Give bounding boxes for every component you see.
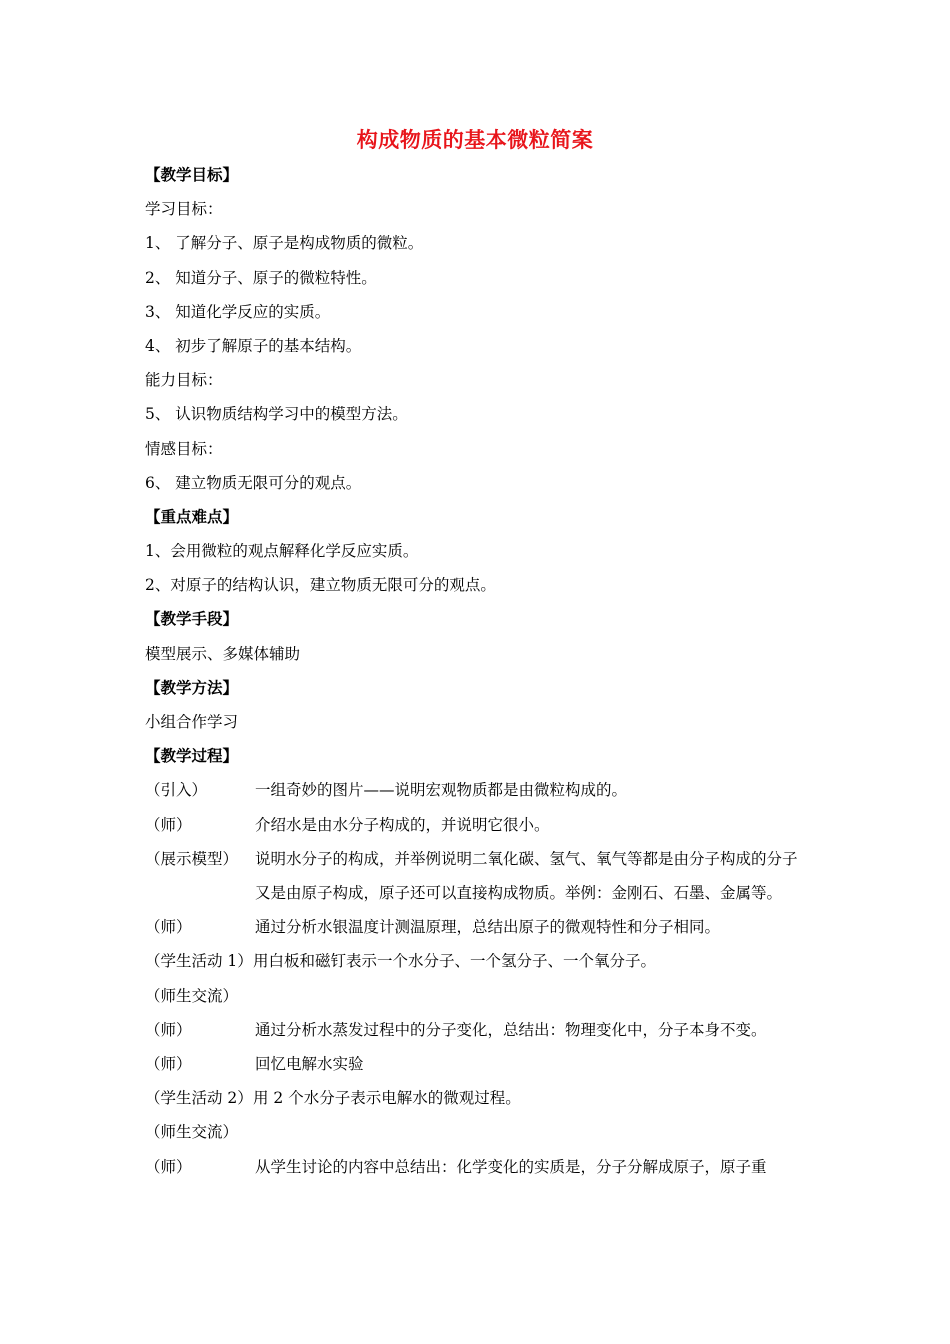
study-goals-label: 学习目标： [145, 200, 223, 219]
process-step-text: 回忆电解水实验 [255, 1055, 364, 1073]
process-step [145, 808, 810, 842]
method-heading: 【教学方法】 [145, 677, 239, 697]
process-step-text: 介绍水是由水分子构成的，并说明它很小。 [255, 815, 550, 834]
means-heading: 【教学手段】 [145, 609, 239, 629]
emotion-goal-item: 6、 建立物质无限可分的观点。 [145, 473, 362, 492]
process-step [145, 1047, 810, 1081]
process-step [145, 1115, 810, 1149]
process-step-label: （引入） [145, 781, 208, 800]
process-step [145, 910, 810, 944]
process-step-text: 一组奇妙的图片——说明宏观物质都是由微粒构成的。 [255, 781, 628, 800]
study-goal-item: 4、 初步了解原子的基本结构。 [145, 336, 362, 355]
ability-goals-label: 能力目标： [145, 371, 223, 390]
process-step-label: （学生活动 1） [145, 952, 253, 971]
process-step-text: 用 2 个水分子表示电解水的微观过程。 [253, 1089, 521, 1108]
means-text: 模型展示、多媒体辅助 [145, 644, 301, 663]
process-heading: 【教学过程】 [145, 746, 239, 766]
process-step-label: （学生活动 2） [145, 1089, 253, 1108]
emotion-goals-label: 情感目标： [145, 439, 223, 458]
process-step-text [255, 979, 810, 1013]
process-step [145, 773, 810, 807]
process-step [145, 979, 810, 1013]
process-step-label: （师） [145, 1157, 192, 1176]
process-step-label: （师） [145, 815, 192, 834]
process-step [145, 1150, 810, 1184]
process-step-text: 通过分析水银温度计测温原理，总结出原子的微观特性和分子相同。 [255, 918, 721, 937]
process-step [145, 1013, 810, 1047]
key-points-heading: 【重点难点】 [145, 506, 239, 526]
key-point-item: 1、会用微粒的观点解释化学反应实质。 [145, 542, 419, 561]
process-step-text: 用白板和磁钉表示一个水分子、一个氢分子、一个氧分子。 [253, 952, 657, 971]
method-text: 小组合作学习 [145, 713, 239, 731]
process-step [145, 842, 810, 910]
key-point-item: 2、对原子的结构认识，建立物质无限可分的观点。 [145, 576, 496, 595]
process-list [145, 773, 810, 1183]
process-step [145, 944, 810, 978]
process-step-label: （师生交流） [145, 986, 239, 1005]
study-goal-item: 2、 知道分子、原子的微粒特性。 [145, 268, 377, 287]
process-step-text [255, 1115, 810, 1149]
study-goal-item: 1、 了解分子、原子是构成物质的微粒。 [145, 234, 424, 253]
process-step-label: （师） [145, 918, 192, 937]
page-title: 构成物质的基本微粒简案 [356, 127, 594, 152]
process-step-text: 通过分析水蒸发过程中的分子变化，总结出：物理变化中，分子本身不变。 [255, 1020, 767, 1039]
process-step-label: （师） [145, 1020, 192, 1039]
goals-heading: 【教学目标】 [145, 165, 239, 184]
process-step-label: （师生交流） [145, 1123, 239, 1142]
process-step-label: （师） [145, 1055, 192, 1073]
document-body [145, 158, 810, 1184]
study-goal-item: 3、 知道化学反应的实质。 [145, 302, 331, 321]
process-step-label: （展示模型） [145, 849, 239, 868]
process-step-text: 从学生讨论的内容中总结出：化学变化的实质是，分子分解成原子，原子重 [255, 1157, 767, 1176]
ability-goal-item: 5、 认识物质结构学习中的模型方法。 [145, 405, 408, 424]
process-step [145, 1081, 810, 1115]
process-step-text: 说明水分子的构成，并举例说明二氧化碳、氢气、氧气等都是由分子构成的分子又是由原子构成，原子还可以直接构成物质。举例：金刚石、石墨、金属等。 [255, 849, 798, 902]
